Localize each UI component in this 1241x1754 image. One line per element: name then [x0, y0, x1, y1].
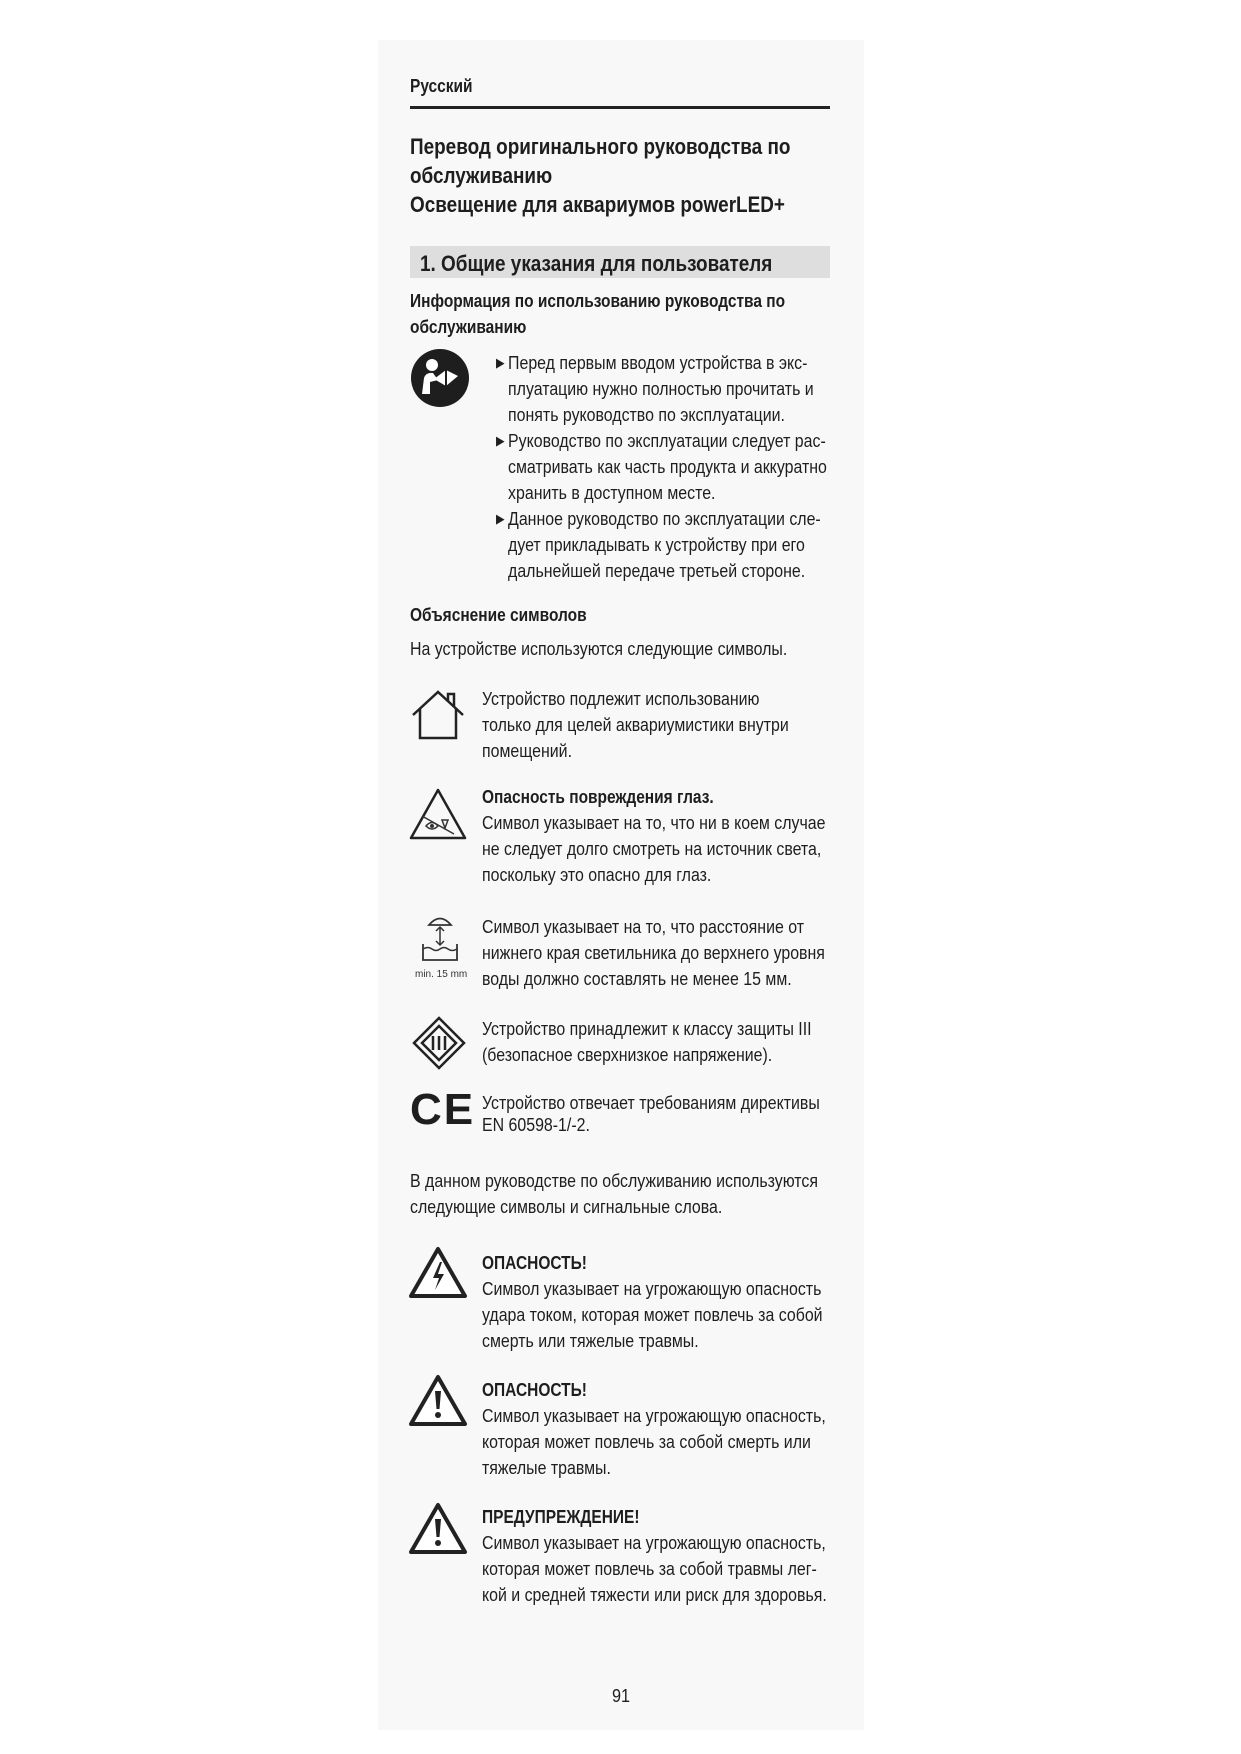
bullet-line: Данное руководство по эксплуатации сле-: [508, 508, 821, 529]
signal-description: [482, 1403, 826, 1481]
description-line: смерть или тяжелые травмы.: [482, 1330, 699, 1351]
signal-description: [482, 1530, 827, 1608]
signal-word: ОПАСНОСТЬ!: [482, 1253, 587, 1273]
icon-caption: min. 15 mm: [415, 969, 468, 980]
signal-intro: [410, 1168, 818, 1220]
list-item: ▶ Перед первым вводом устройства в экс- плуатацию нужно полностью прочитать и понять руководство по эксплуатации.: [496, 350, 827, 428]
title-line: Освещение для аквариумов powerLED+: [410, 192, 785, 217]
section-title: 1. Общие указания для пользователя: [420, 251, 773, 276]
title-line: обслуживанию: [410, 163, 553, 188]
bullet-line: дует прикладывать к устройству при его: [508, 534, 805, 555]
document-title: [410, 132, 814, 219]
symbol-description: [482, 686, 789, 764]
description-line: Символ указывает на угрожающую опасность,: [482, 1532, 826, 1553]
description-line: помещений.: [482, 740, 572, 761]
description-line: удара током, которая может повлечь за собой: [482, 1304, 823, 1325]
ce-mark-icon: CE: [410, 1085, 476, 1134]
bullet-line: сматривать как часть продукта и аккуратно: [508, 456, 827, 477]
symbols-intro: На устройстве используются следующие символы.: [410, 638, 788, 659]
description-line: Символ указывает на угрожающую опасность: [482, 1278, 822, 1299]
bullet-line: хранить в доступном месте.: [508, 482, 716, 503]
symbol-description: [482, 1016, 812, 1068]
description-line: тяжелые травмы.: [482, 1457, 611, 1478]
house-icon: [410, 688, 466, 740]
warning-icon: [408, 1374, 468, 1428]
page-number: 91: [612, 1686, 631, 1706]
bullet-line: Руководство по эксплуатации следует рас-: [508, 430, 826, 451]
description-line: Символ указывает на то, что расстояние от: [482, 916, 805, 937]
water-distance-icon: [420, 912, 460, 964]
language-label: Русский: [410, 76, 473, 96]
info-heading-line: обслуживанию: [410, 317, 527, 337]
description-line: кой и средней тяжести или риск для здоровья.: [482, 1584, 827, 1605]
signal-word: ОПАСНОСТЬ!: [482, 1380, 587, 1400]
list-item: ▶ Руководство по эксплуатации следует рас- сматривать как часть продукта и аккуратно хранить в доступном месте.: [496, 428, 827, 506]
description-line: Символ указывает на угрожающую опасность,: [482, 1405, 826, 1426]
info-bullet-list: [496, 350, 827, 584]
list-item: ▶ Данное руководство по эксплуатации сле- дует прикладывать к устройству при его дальнейшей передаче третьей стороне.: [496, 506, 827, 584]
header-rule: [410, 106, 830, 109]
description-line: которая может повлечь за собой смерть или: [482, 1431, 811, 1452]
description-line: Устройство отвечает требованиям директивы: [482, 1092, 820, 1113]
description-line: Символ указывает на то, что ни в коем случае: [482, 812, 826, 833]
warning-icon: [408, 1502, 468, 1556]
symbols-heading: Объяснение символов: [410, 605, 587, 625]
bullet-line: Перед первым вводом устройства в экс-: [508, 352, 808, 373]
description-line: Устройство подлежит использованию: [482, 688, 760, 709]
info-heading-line: Информация по использованию руководства по: [410, 291, 786, 311]
symbol-title: Опасность повреждения глаз.: [482, 787, 714, 807]
bullet-line: плуатацию нужно полностью прочитать и: [508, 378, 814, 399]
intro-line: следующие символы и сигнальные слова.: [410, 1196, 723, 1217]
description-line: Устройство принадлежит к классу защиты III: [482, 1018, 812, 1039]
symbol-description: [482, 914, 825, 992]
description-line: (безопасное сверхнизкое напряжение).: [482, 1044, 773, 1065]
description-line: нижнего края светильника до верхнего уровня: [482, 942, 825, 963]
description-line: EN 60598-1/-2.: [482, 1114, 590, 1135]
description-line: воды должно составлять не менее 15 мм.: [482, 968, 792, 989]
description-line: не следует долго смотреть на источник света,: [482, 838, 822, 859]
description-line: только для целей аквариумистики внутри: [482, 714, 789, 735]
signal-word: ПРЕДУПРЕЖДЕНИЕ!: [482, 1507, 640, 1527]
bullet-line: дальнейшей передаче третьей стороне.: [508, 560, 806, 581]
title-line: Перевод оригинального руководства по: [410, 134, 791, 159]
description-line: поскольку это опасно для глаз.: [482, 864, 712, 885]
protection-class-iii-icon: [412, 1016, 466, 1070]
symbol-description: [482, 1092, 820, 1136]
read-manual-icon: [410, 348, 470, 408]
eye-hazard-icon: [408, 786, 468, 842]
symbol-description: [482, 810, 825, 888]
info-heading: [410, 288, 785, 340]
electric-hazard-icon: [408, 1246, 468, 1300]
signal-description: [482, 1276, 823, 1354]
description-line: которая может повлечь за собой травмы лег-: [482, 1558, 817, 1579]
intro-line: В данном руководстве по обслуживанию используются: [410, 1170, 818, 1191]
bullet-line: понять руководство по эксплуатации.: [508, 404, 785, 425]
